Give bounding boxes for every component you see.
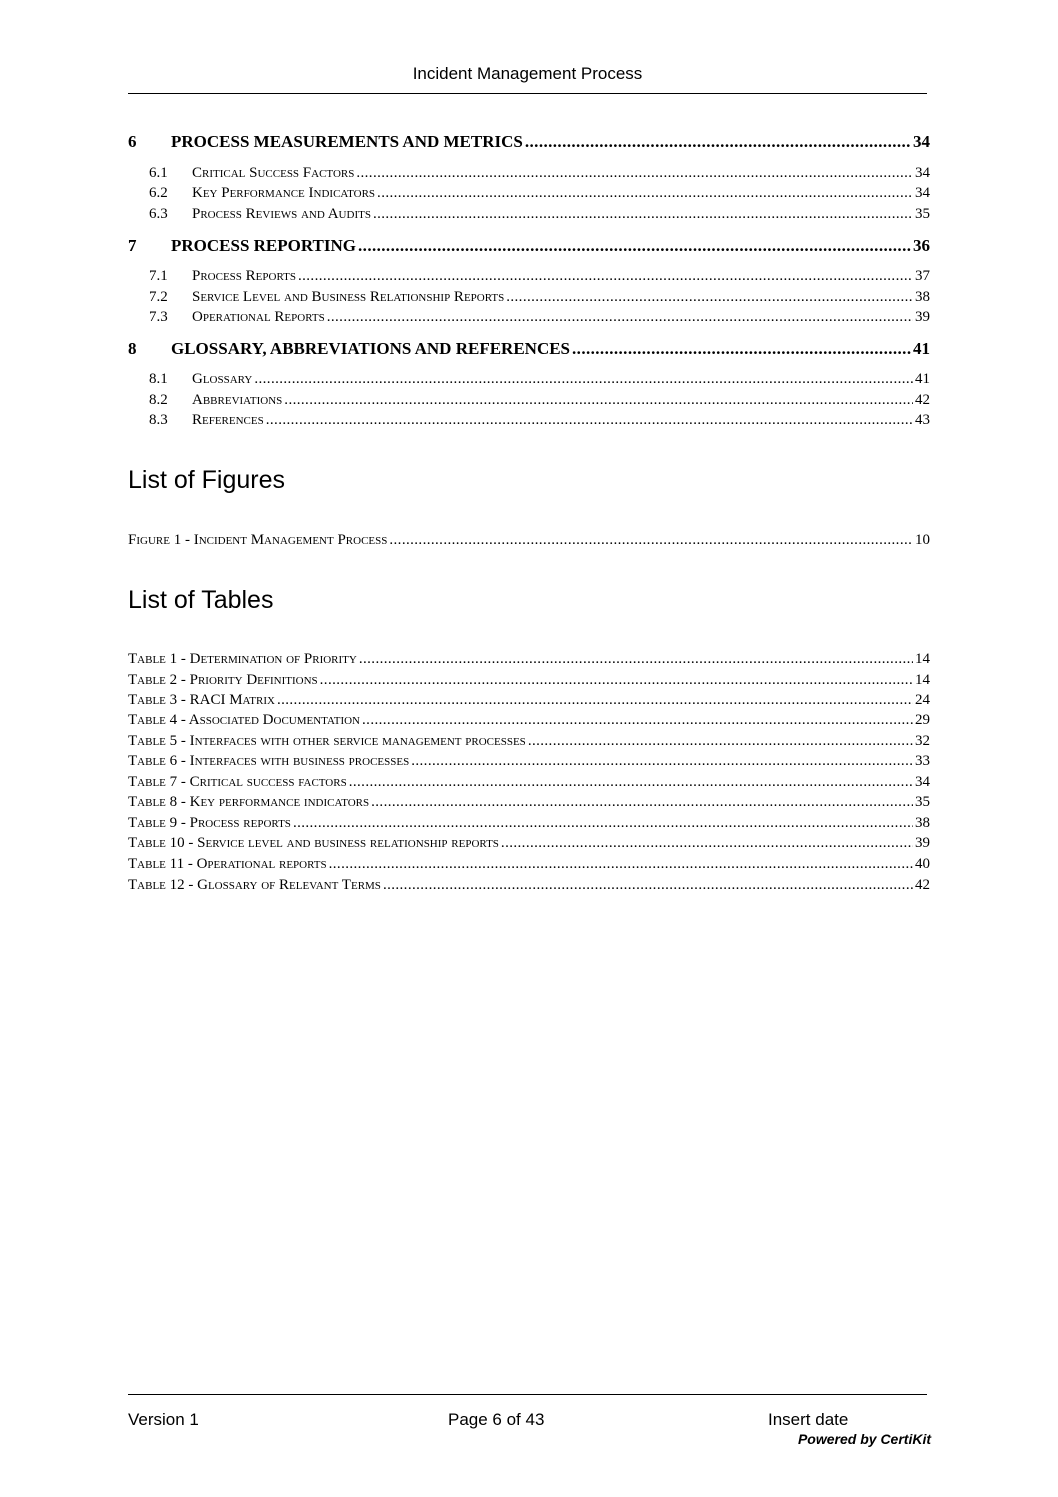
table-title: Table 2 - Priority Definitions <box>128 672 318 688</box>
toc-title: Process Reports <box>192 268 296 284</box>
table-title: Table 8 - Key performance indicators <box>128 794 370 810</box>
toc-title: References <box>192 412 264 428</box>
toc-leader <box>254 371 913 388</box>
toc-leader <box>377 185 913 202</box>
table-page: 38 <box>915 815 930 831</box>
toc-number: 7.3 <box>149 309 168 325</box>
toc-leader <box>356 165 913 182</box>
table-entry-2[interactable] <box>128 672 930 689</box>
toc-entry-8[interactable] <box>128 339 930 359</box>
toc-page: 42 <box>915 392 930 408</box>
table-entry-7[interactable] <box>128 774 930 791</box>
table-title: Table 6 - Interfaces with business processes <box>128 753 410 769</box>
footer-date: Insert date <box>768 1410 849 1429</box>
toc-leader <box>266 412 913 429</box>
toc-entry-6-2[interactable] <box>128 185 930 202</box>
toc-leader <box>284 392 913 409</box>
table-title: Table 11 - Operational reports <box>128 856 327 872</box>
list-of-tables-heading: List of Tables <box>128 586 274 614</box>
toc-entry-6-1[interactable] <box>128 165 930 182</box>
table-entry-3[interactable] <box>128 692 930 709</box>
table-title: Table 1 - Determination of Priority <box>128 651 357 667</box>
table-entry-5[interactable] <box>128 733 930 750</box>
toc-title: Key Performance Indicators <box>192 185 376 201</box>
toc-page: 35 <box>915 206 930 222</box>
table-entry-12[interactable] <box>128 877 930 894</box>
table-entry-1[interactable] <box>128 651 930 668</box>
toc-leader <box>298 268 913 285</box>
toc-entry-7-3[interactable] <box>128 309 930 326</box>
toc-page: 41 <box>915 371 930 387</box>
toc-number: 8.2 <box>149 392 168 408</box>
table-page: 24 <box>915 692 930 708</box>
table-title: Table 5 - Interfaces with other service management processes <box>128 733 526 749</box>
toc-leader <box>349 774 913 791</box>
toc-number: 7.1 <box>149 268 168 284</box>
table-title: Table 3 - RACI Matrix <box>128 692 275 708</box>
toc-page: 38 <box>915 289 930 305</box>
table-page: 14 <box>915 651 930 667</box>
toc-leader <box>293 815 913 832</box>
table-entry-11[interactable] <box>128 856 930 873</box>
toc-leader <box>329 856 913 873</box>
list-of-figures-heading: List of Figures <box>128 466 286 494</box>
figure-title: Figure 1 - Incident Management Process <box>128 532 388 548</box>
toc-leader <box>411 753 913 770</box>
toc-title: Process Reviews and Audits <box>192 206 371 222</box>
table-page: 29 <box>915 712 930 728</box>
toc-leader <box>371 794 913 811</box>
toc-page: 34 <box>915 165 930 181</box>
table-title: Table 10 - Service level and business relationship reports <box>128 835 499 851</box>
toc-number: 6.3 <box>149 206 168 222</box>
toc-entry-7[interactable] <box>128 236 930 256</box>
footer-powered-by: Powered by CertiKit <box>797 1431 931 1447</box>
toc-number: 7.2 <box>149 289 168 305</box>
table-page: 40 <box>915 856 930 872</box>
toc-page: 41 <box>913 339 930 358</box>
table-title: Table 9 - Process reports <box>128 815 291 831</box>
table-entry-10[interactable] <box>128 835 930 852</box>
toc-title: Operational Reports <box>192 309 325 325</box>
toc-page: 37 <box>915 268 930 284</box>
toc-leader <box>277 692 913 709</box>
toc-leader <box>327 309 913 326</box>
toc-page: 36 <box>913 236 930 255</box>
toc-leader <box>358 236 911 256</box>
toc-entry-6-3[interactable] <box>128 206 930 223</box>
toc-leader <box>373 206 913 223</box>
toc-leader <box>320 672 913 689</box>
toc-title: PROCESS MEASUREMENTS AND METRICS <box>171 132 523 151</box>
footer-page-number: Page 6 of 43 <box>448 1410 545 1429</box>
table-page: 32 <box>915 733 930 749</box>
toc-number: 8 <box>128 339 137 358</box>
toc-leader <box>359 651 913 668</box>
toc-number: 6.1 <box>149 165 168 181</box>
toc-leader <box>506 289 913 306</box>
table-entry-6[interactable] <box>128 753 930 770</box>
footer-version: Version 1 <box>128 1410 199 1429</box>
toc-entry-6[interactable] <box>128 132 930 152</box>
table-page: 34 <box>915 774 930 790</box>
toc-entry-8-3[interactable] <box>128 412 930 429</box>
header-rule <box>128 93 927 94</box>
figure-entry-1[interactable] <box>128 532 930 549</box>
figure-page: 10 <box>915 532 930 548</box>
table-title: Table 7 - Critical success factors <box>128 774 347 790</box>
toc-number: 7 <box>128 236 137 255</box>
toc-title: Service Level and Business Relationship Reports <box>192 289 505 305</box>
table-entry-8[interactable] <box>128 794 930 811</box>
toc-title: GLOSSARY, ABBREVIATIONS AND REFERENCES <box>171 339 571 358</box>
toc-page: 43 <box>915 412 930 428</box>
toc-leader <box>383 877 913 894</box>
footer-rule <box>128 1394 927 1395</box>
toc-number: 6.2 <box>149 185 168 201</box>
toc-number: 8.3 <box>149 412 168 428</box>
table-title: Table 12 - Glossary of Relevant Terms <box>128 877 381 893</box>
toc-page: 34 <box>913 132 930 151</box>
toc-leader <box>362 712 913 729</box>
toc-leader <box>501 835 913 852</box>
toc-title: Critical Success Factors <box>192 165 355 181</box>
table-page: 35 <box>915 794 930 810</box>
toc-page: 34 <box>915 185 930 201</box>
toc-number: 8.1 <box>149 371 168 387</box>
table-page: 33 <box>915 753 930 769</box>
header-title: Incident Management Process <box>412 64 643 83</box>
table-page: 39 <box>915 835 930 851</box>
toc-entry-8-1[interactable] <box>128 371 930 388</box>
toc-title: Glossary <box>192 371 253 387</box>
toc-entry-8-2[interactable] <box>128 392 930 409</box>
table-page: 14 <box>915 672 930 688</box>
toc-title: PROCESS REPORTING <box>171 236 357 255</box>
table-entry-4[interactable] <box>128 712 930 729</box>
toc-page: 39 <box>915 309 930 325</box>
table-title: Table 4 - Associated Documentation <box>128 712 361 728</box>
toc-entry-7-2[interactable] <box>128 289 930 306</box>
toc-title: Abbreviations <box>192 392 283 408</box>
toc-entry-7-1[interactable] <box>128 268 930 285</box>
table-page: 42 <box>915 877 930 893</box>
toc-leader <box>525 132 911 152</box>
toc-leader <box>572 339 911 359</box>
toc-leader <box>389 532 913 549</box>
toc-leader <box>528 733 913 750</box>
table-entry-9[interactable] <box>128 815 930 832</box>
toc-number: 6 <box>128 132 137 151</box>
